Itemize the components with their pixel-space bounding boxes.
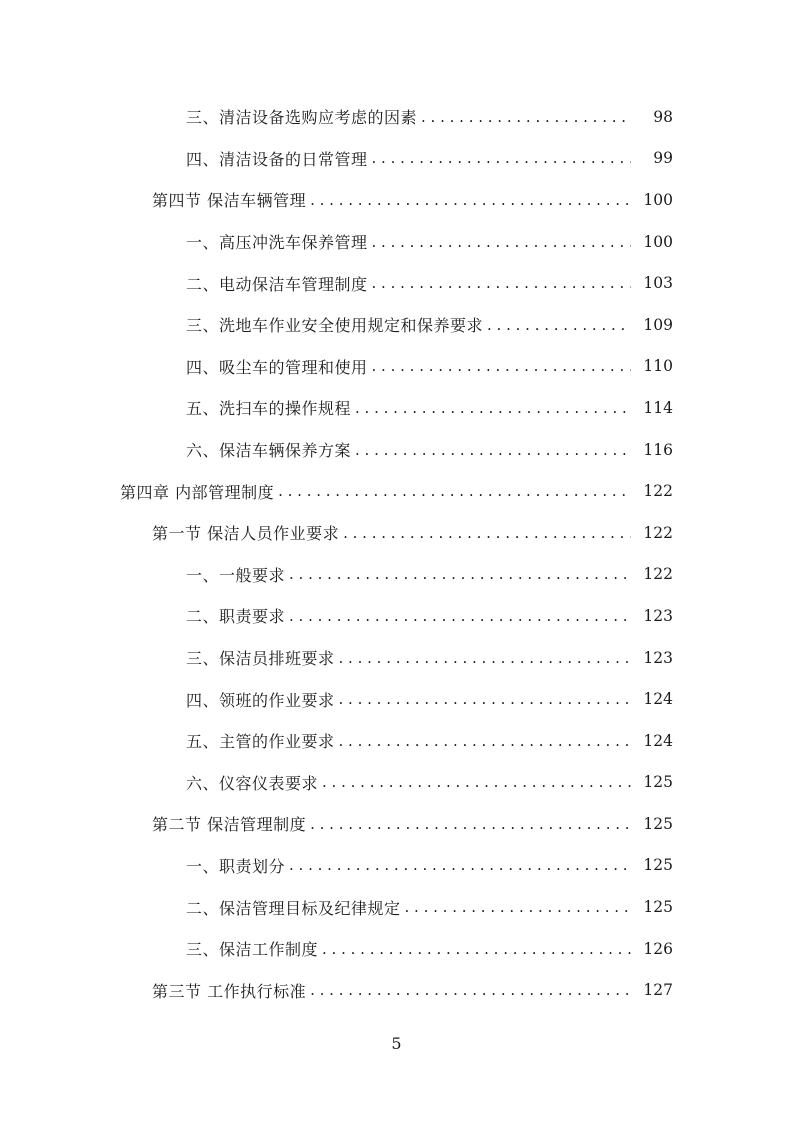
toc-entry-page: 98 bbox=[653, 107, 673, 126]
toc-entry-page: 116 bbox=[643, 440, 673, 459]
toc-entry[interactable] bbox=[0, 845, 793, 887]
toc-leader-dots bbox=[310, 815, 631, 833]
toc-entry[interactable] bbox=[0, 304, 793, 346]
toc-entry-title: 二、电动保洁车管理制度 bbox=[186, 274, 368, 294]
toc-entry[interactable] bbox=[0, 429, 793, 471]
toc-leader-dots bbox=[339, 732, 631, 750]
toc-entry[interactable] bbox=[0, 969, 793, 1011]
toc-leader-dots bbox=[343, 524, 631, 542]
toc-leader-dots bbox=[421, 108, 631, 126]
toc-leader-dots bbox=[405, 898, 631, 916]
toc-entry-title: 第四章 内部管理制度 bbox=[120, 482, 275, 502]
toc-leader-dots bbox=[355, 441, 631, 459]
toc-entry-title: 二、职责要求 bbox=[186, 607, 286, 627]
toc-leader-dots bbox=[339, 690, 631, 708]
toc-entry-title: 第二节 保洁管理制度 bbox=[152, 815, 307, 835]
toc-entry[interactable] bbox=[0, 96, 793, 138]
toc-entry-title: 五、主管的作业要求 bbox=[186, 732, 335, 752]
toc-entry-page: 127 bbox=[643, 981, 673, 1000]
toc-entry[interactable] bbox=[0, 595, 793, 637]
toc-entry-page: 125 bbox=[643, 814, 673, 833]
toc-entry-page: 126 bbox=[643, 939, 673, 958]
toc-entry-page: 124 bbox=[643, 731, 673, 750]
toc-entry-page: 103 bbox=[643, 274, 673, 293]
toc-leader-dots bbox=[278, 482, 631, 500]
toc-entry[interactable] bbox=[0, 179, 793, 221]
toc-leader-dots bbox=[372, 149, 631, 167]
toc-entry-title: 一、职责划分 bbox=[186, 856, 286, 876]
toc-leader-dots bbox=[310, 981, 631, 999]
toc-entry-title: 三、洗地车作业安全使用规定和保养要求 bbox=[186, 316, 484, 336]
toc-entry[interactable] bbox=[0, 720, 793, 762]
toc-entry[interactable] bbox=[0, 221, 793, 263]
toc-leader-dots bbox=[372, 274, 631, 292]
toc-entry-page: 122 bbox=[643, 482, 673, 501]
toc-entry-title: 第三节 工作执行标准 bbox=[152, 981, 307, 1001]
toc-entry-page: 100 bbox=[643, 190, 673, 209]
toc-leader-dots bbox=[310, 191, 631, 209]
toc-entry-title: 六、仪容仪表要求 bbox=[186, 773, 319, 793]
toc-entry[interactable] bbox=[0, 138, 793, 180]
toc-entry[interactable] bbox=[0, 928, 793, 970]
toc-entry-title: 三、清洁设备选购应考虑的因素 bbox=[186, 108, 418, 128]
toc-leader-dots bbox=[487, 316, 631, 334]
toc-entry-page: 122 bbox=[643, 565, 673, 584]
toc-leader-dots bbox=[322, 940, 631, 958]
toc-entry-page: 109 bbox=[643, 315, 673, 334]
table-of-contents bbox=[0, 96, 793, 1011]
toc-leader-dots bbox=[289, 856, 631, 874]
toc-entry-title: 一、高压冲洗车保养管理 bbox=[186, 233, 368, 253]
toc-entry[interactable] bbox=[0, 803, 793, 845]
toc-entry-title: 二、保洁管理目标及纪律规定 bbox=[186, 898, 401, 918]
toc-entry-page: 123 bbox=[643, 606, 673, 625]
toc-entry-title: 四、吸尘车的管理和使用 bbox=[186, 357, 368, 377]
toc-entry-title: 四、领班的作业要求 bbox=[186, 690, 335, 710]
toc-entry-page: 125 bbox=[643, 773, 673, 792]
toc-entry[interactable] bbox=[0, 262, 793, 304]
toc-leader-dots bbox=[339, 649, 631, 667]
toc-entry-page: 124 bbox=[643, 690, 673, 709]
toc-entry-page: 99 bbox=[653, 149, 673, 168]
toc-entry-title: 三、保洁员排班要求 bbox=[186, 649, 335, 669]
toc-entry-page: 122 bbox=[643, 523, 673, 542]
toc-entry[interactable] bbox=[0, 637, 793, 679]
toc-entry-title: 四、清洁设备的日常管理 bbox=[186, 149, 368, 169]
page-number: 5 bbox=[391, 1034, 402, 1053]
toc-entry[interactable] bbox=[0, 678, 793, 720]
toc-entry[interactable] bbox=[0, 886, 793, 928]
toc-leader-dots bbox=[372, 233, 631, 251]
toc-entry[interactable] bbox=[0, 346, 793, 388]
toc-entry[interactable] bbox=[0, 512, 793, 554]
toc-leader-dots bbox=[322, 773, 631, 791]
toc-entry-page: 114 bbox=[643, 398, 673, 417]
toc-entry-title: 三、保洁工作制度 bbox=[186, 940, 319, 960]
toc-entry-title: 第四节 保洁车辆管理 bbox=[152, 191, 307, 211]
toc-entry-page: 123 bbox=[643, 648, 673, 667]
toc-entry-page: 110 bbox=[643, 357, 673, 376]
toc-leader-dots bbox=[289, 565, 631, 583]
toc-entry[interactable] bbox=[0, 470, 793, 512]
toc-entry[interactable] bbox=[0, 554, 793, 596]
toc-entry-title: 五、洗扫车的操作规程 bbox=[186, 399, 352, 419]
toc-entry-page: 125 bbox=[643, 856, 673, 875]
toc-leader-dots bbox=[355, 399, 631, 417]
toc-entry-title: 六、保洁车辆保养方案 bbox=[186, 441, 352, 461]
toc-leader-dots bbox=[372, 357, 631, 375]
toc-entry-title: 一、一般要求 bbox=[186, 565, 286, 585]
toc-entry[interactable] bbox=[0, 387, 793, 429]
toc-entry-title: 第一节 保洁人员作业要求 bbox=[152, 524, 340, 544]
toc-entry-page: 100 bbox=[643, 232, 673, 251]
toc-leader-dots bbox=[289, 607, 631, 625]
toc-entry-page: 125 bbox=[643, 898, 673, 917]
toc-entry[interactable] bbox=[0, 762, 793, 804]
